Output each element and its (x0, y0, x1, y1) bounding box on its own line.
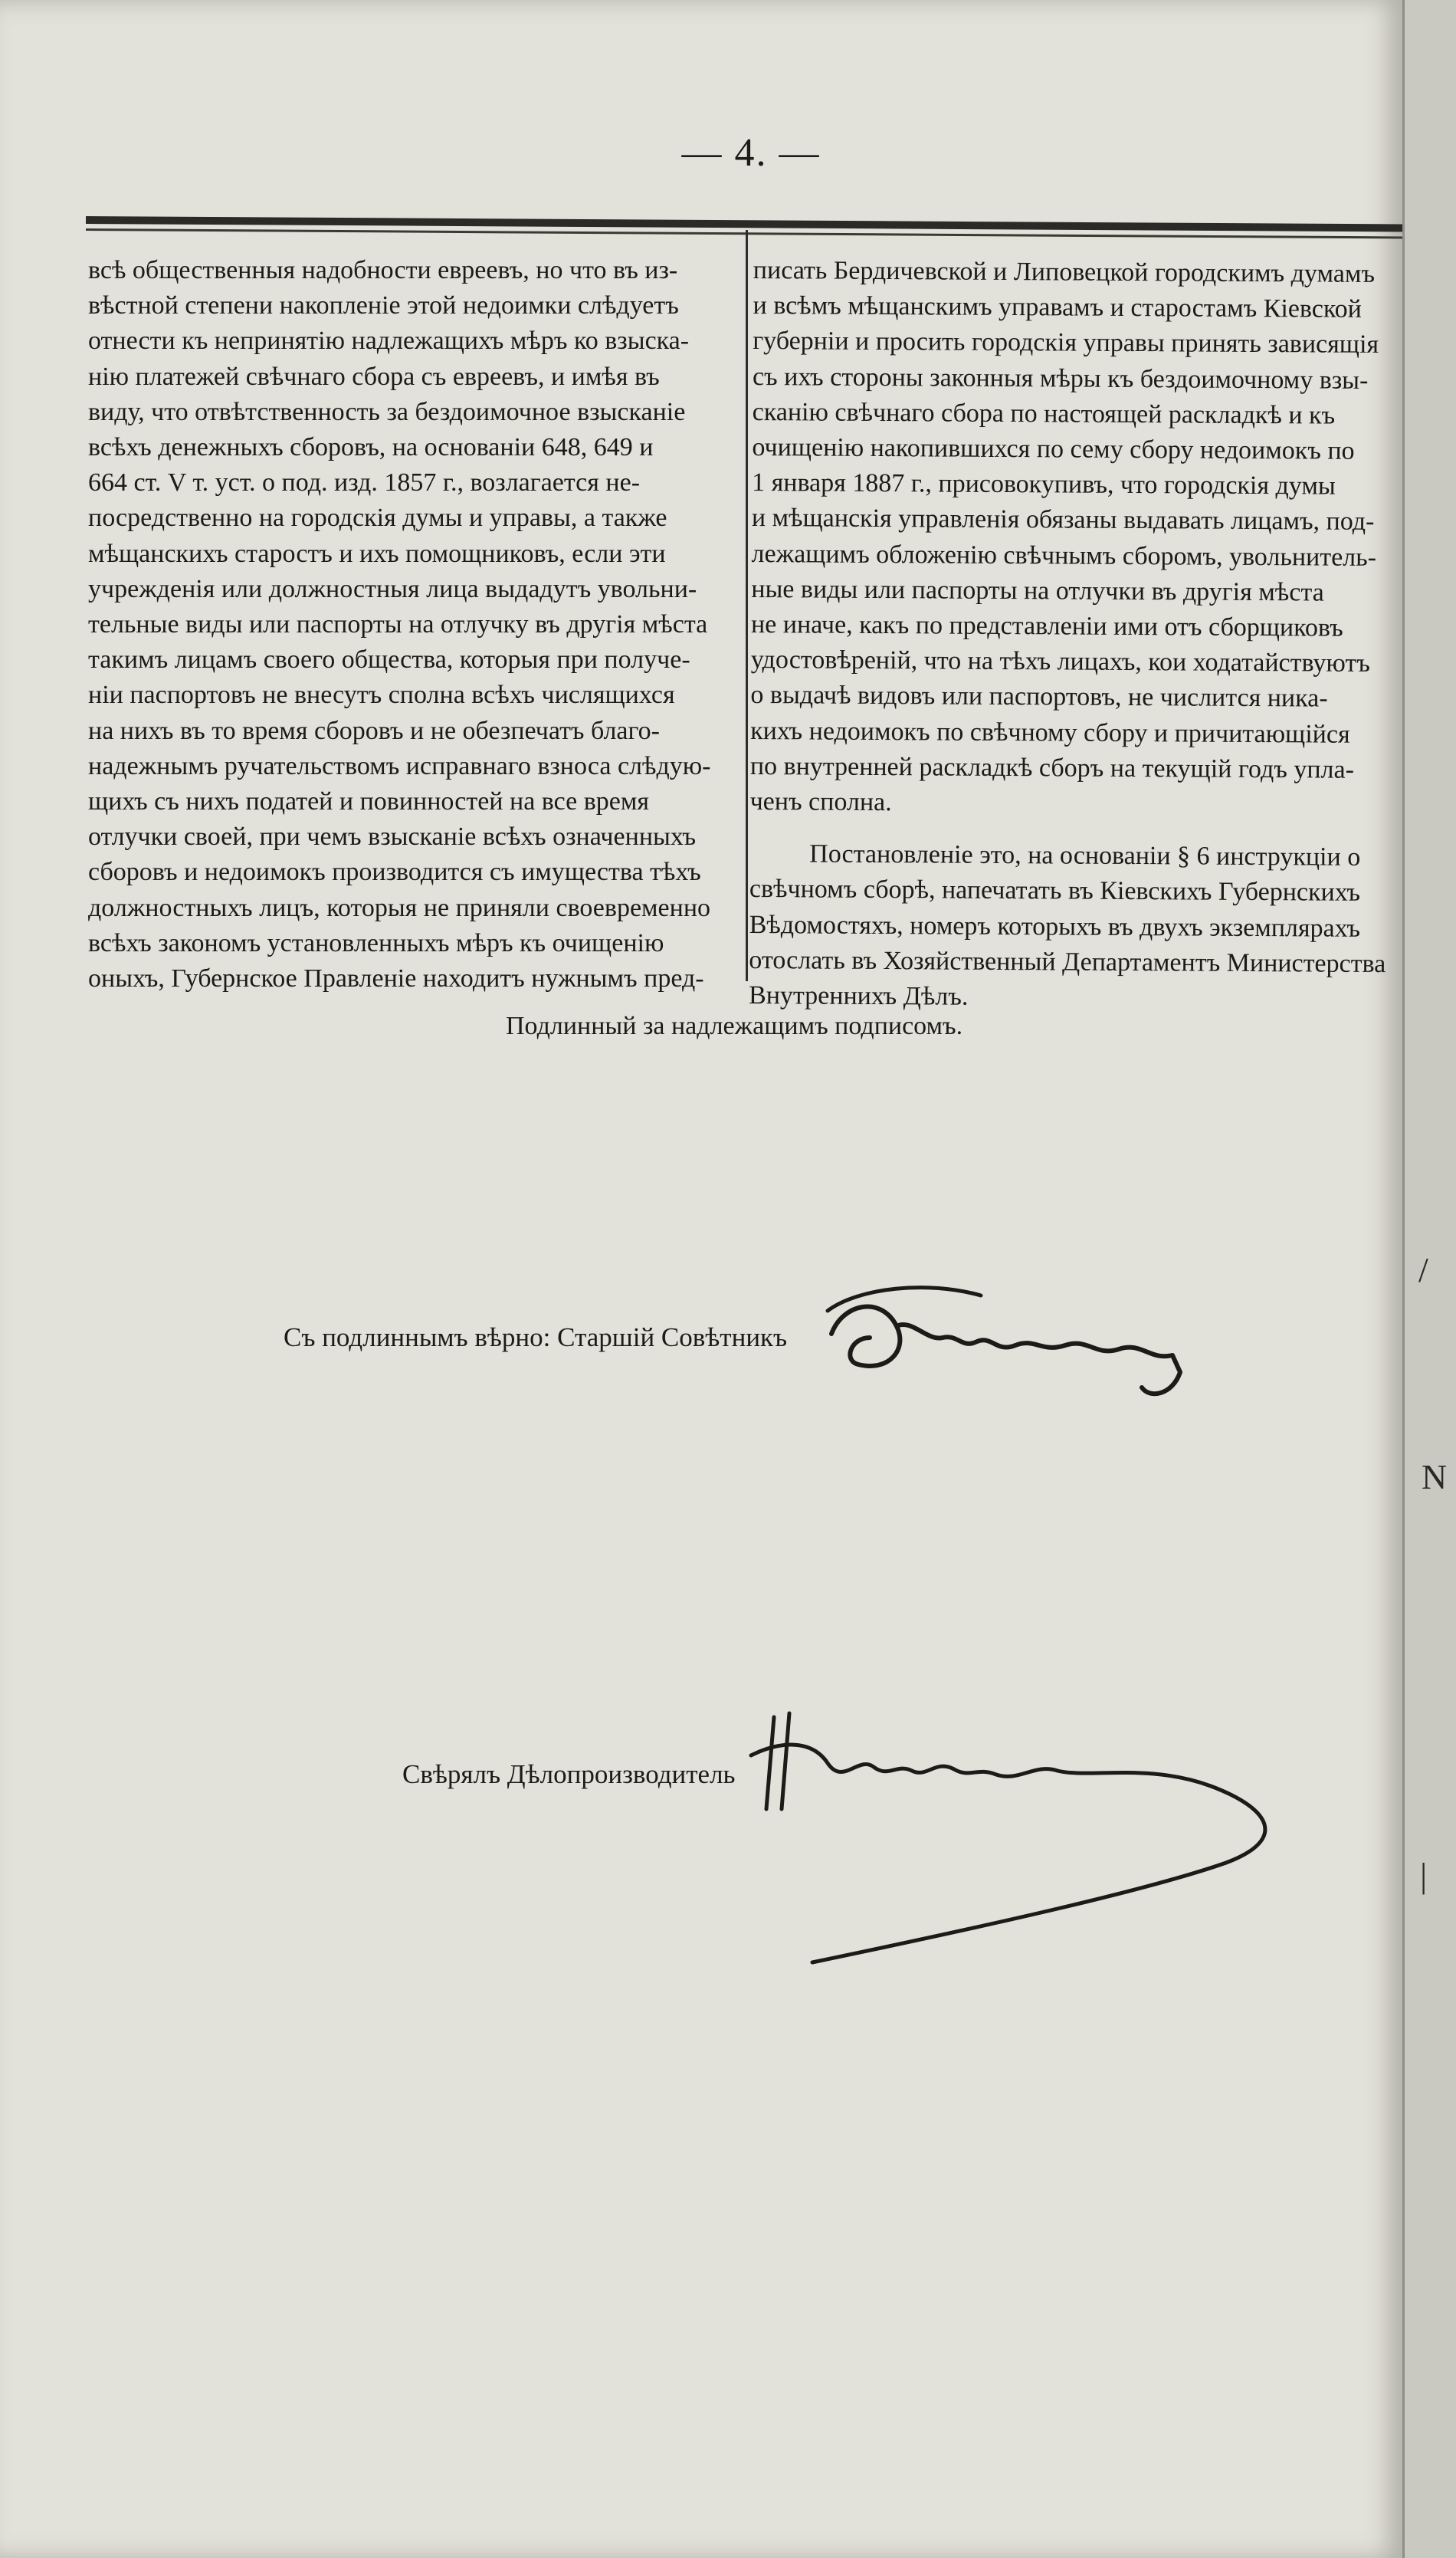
page-number: — 4. — (681, 131, 821, 175)
original-signed-note: Подлинный за надлежащимъ подписомъ. (506, 1012, 963, 1040)
text-line: отослать въ Хозяйственный Департаментъ Министерства (749, 945, 1386, 978)
text-line: лежащимъ обложенію свѣчнымъ сборомъ, увольнитель- (751, 539, 1377, 572)
text-line: посредственно на городскія думы и управы, а также (88, 504, 667, 533)
text-line: всѣ общественныя надобности евреевъ, но что въ из- (88, 256, 678, 284)
edge-fragment-mark: N (1422, 1457, 1448, 1496)
text-line: вѣстной степени накопленіе этой недоимки слѣдуетъ (88, 291, 679, 320)
text-line: удостовѣреній, что на тѣхъ лицахъ, кои ходатайствуютъ (750, 645, 1370, 678)
text-line: Внутреннихъ Дѣлъ. (748, 981, 969, 1011)
text-line: Вѣдомостяхъ, номеръ которыхъ въ двухъ экземплярахъ (749, 910, 1361, 943)
text-line: ченъ сполна. (749, 787, 892, 817)
edge-fragment-mark: | (1420, 1856, 1428, 1895)
text-line: ные виды или паспорты на отлучки въ другія мѣста (751, 574, 1324, 607)
text-line: и всѣмъ мѣщанскимъ управамъ и старостамъ Кіевской (753, 291, 1363, 324)
right-paragraph-2 (749, 836, 1416, 1017)
text-line: виду, что отвѣтственность за бездоимочное взысканіе (88, 397, 686, 426)
text-line: не иначе, какъ по представленіи ими отъ сборщиковъ (750, 610, 1343, 642)
text-line: сканію свѣчнаго сбора по настоящей раскладкѣ и къ (752, 397, 1336, 430)
column-divider (746, 230, 748, 981)
text-line: губерніи и просить городскія управы принять зависящія (753, 327, 1379, 360)
text-line: такимъ лицамъ своего общества, которыя при получе- (88, 645, 690, 675)
edge-fragment-mark: / (1418, 1250, 1428, 1289)
text-line: ніи паспортовъ не внесутъ сполна всѣхъ числящихся (88, 681, 675, 710)
text-line: всѣхъ закономъ установленныхъ мѣръ къ очищенію (88, 928, 664, 957)
text-line: отнести къ непринятію надлежащихъ мѣръ ко взыска- (88, 327, 690, 356)
page-edge-strip (1402, 0, 1456, 2558)
text-line: писать Бердичевской и Липовецкой городскимъ думамъ (753, 255, 1376, 288)
text-line: оныхъ, Губернское Правленіе находитъ нужнымъ пред- (88, 964, 704, 993)
text-line: очищенію накопившихся по сему сбору недоимокъ по (752, 433, 1355, 465)
text-line: на нихъ въ то время сборовъ и не обезпечатъ благо- (88, 716, 660, 745)
text-line: сборовъ и недоимокъ производится съ имущества тѣхъ (88, 858, 701, 887)
text-line: щихъ съ нихъ податей и повинностей на все время (88, 787, 650, 816)
text-line: отлучки своей, при чемъ взысканіе всѣхъ означенныхъ (88, 823, 697, 852)
text-line: свѣчномъ сборѣ, напечатать въ Кіевскихъ Губернскихъ (749, 875, 1361, 908)
text-line: кихъ недоимокъ по свѣчному сбору и причитающійся (750, 716, 1350, 749)
verification-label: Свѣрялъ Дѣлопроизводитель (402, 1759, 736, 1789)
senior-councillor-signature (812, 1265, 1226, 1418)
text-line: надежнымъ ручательствомъ исправнаго взноса слѣдую- (88, 751, 711, 780)
text-line: по внутренней раскладкѣ сборъ на текущій годъ упла- (749, 751, 1355, 784)
clerk-signature (690, 1694, 1303, 1985)
right-paragraph-1 (749, 253, 1419, 824)
text-line: должностныхъ лицъ, которыя не приняли своевременно (88, 893, 711, 922)
text-line: съ ихъ стороны законныя мѣры къ бездоимочному взы- (752, 362, 1369, 395)
text-line: и мѣщанскія управленія обязаны выдавать лицамъ, под- (751, 504, 1375, 537)
text-line: всѣхъ денежныхъ сборовъ, на основаніи 648, 649 и (88, 433, 654, 462)
left-paragraph (88, 253, 732, 997)
text-line: мѣщанскихъ старостъ и ихъ помощниковъ, если эти (88, 539, 666, 568)
text-line: нію платежей свѣчнаго сбора съ евреевъ, и имѣя въ (88, 362, 660, 391)
text-line: о выдачѣ видовъ или паспортовъ, не числится ника- (750, 681, 1328, 714)
right-text-column (749, 253, 1420, 1018)
text-line: 1 января 1887 г., присовокупивъ, что городскія думы (752, 468, 1336, 501)
certification-label: Съ подлиннымъ вѣрно: Старшій Совѣтникъ (284, 1322, 788, 1352)
text-line: учрежденія или должностныя лица выдадутъ увольни- (88, 574, 697, 603)
text-line: 664 ст. V т. уст. о под. изд. 1857 г., возлагается не- (88, 468, 641, 497)
text-line: тельные виды или паспорты на отлучку въ другія мѣста (88, 610, 708, 639)
text-line: Постановленіе это, на основаніи § 6 инструкціи о (809, 839, 1361, 872)
left-text-column (88, 253, 732, 997)
